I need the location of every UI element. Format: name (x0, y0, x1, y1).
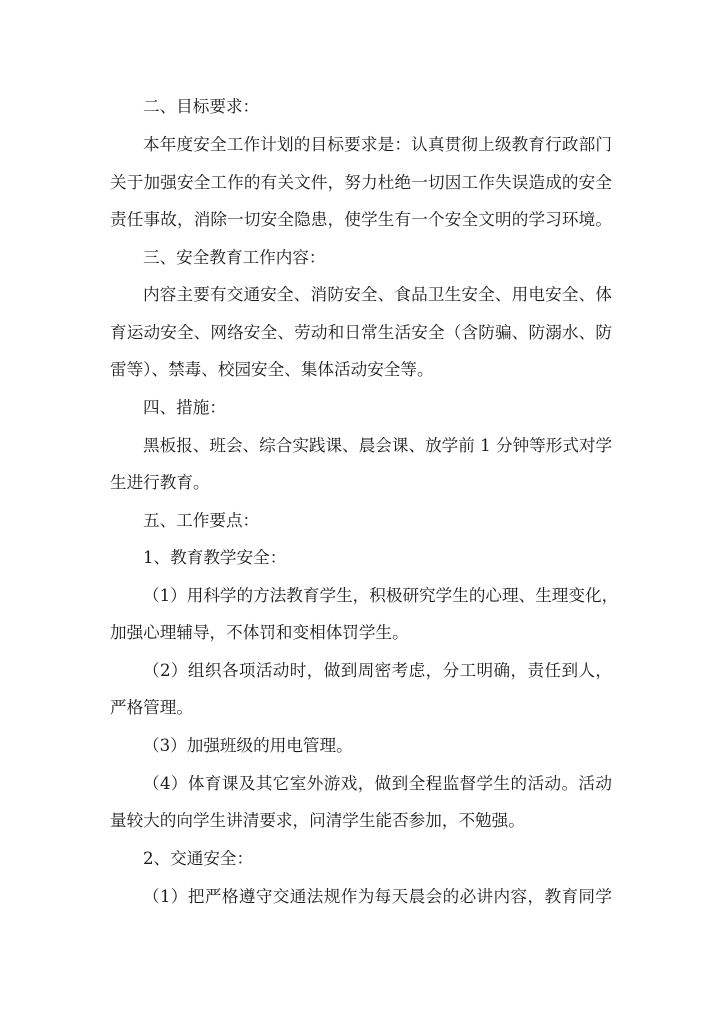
paragraph-line: 量较大的向学生讲清要求，问清学生能否参加，不勉强。 (110, 811, 525, 830)
paragraph-line: （1）把严格遵守交通法规作为每天晨会的必讲内容，教育同学 (143, 887, 612, 906)
paragraph-line: 本年度安全工作计划的目标要求是：认真贯彻上级教育行政部门 (143, 135, 612, 154)
subsection-heading: 2、交通安全： (143, 849, 254, 868)
paragraph-line: （1）用科学的方法教育学生，积极研究学生的心理、生理变化， (143, 586, 619, 605)
section-heading: 三、安全教育工作内容： (143, 248, 326, 267)
paragraph-line: 生进行教育。 (110, 473, 210, 492)
paragraph-line: （3）加强班级的用电管理。 (143, 736, 353, 755)
section-heading: 四、措施： (143, 398, 226, 417)
section-heading: 二、目标要求： (143, 97, 260, 116)
paragraph-line: 雷等）、禁毒、校园安全、集体活动安全等。 (110, 360, 434, 379)
paragraph-line: 内容主要有交通安全、消防安全、食品卫生安全、用电安全、体 (143, 285, 612, 304)
paragraph-line: 加强心理辅导，不体罚和变相体罚学生。 (110, 623, 409, 642)
paragraph-line: 育运动安全、网络安全、劳动和日常生活安全（含防骗、防溺水、防 (110, 323, 612, 342)
paragraph-line: （4）体育课及其它室外游戏，做到全程监督学生的活动。活动 (143, 774, 612, 793)
subsection-heading: 1、教育教学安全： (143, 548, 287, 567)
paragraph-line: 关于加强安全工作的有关文件，努力杜绝一切因工作失误造成的安全 (110, 173, 612, 192)
paragraph-line: 黑板报、班会、综合实践课、晨会课、放学前 1 分钟等形式对学 (143, 436, 613, 455)
paragraph-line: 严格管理。 (110, 698, 193, 717)
paragraph-line: （2）组织各项活动时，做到周密考虑，分工明确，责任到人， (143, 661, 612, 680)
section-heading: 五、工作要点： (143, 511, 260, 530)
paragraph-line: 责任事故，消除一切安全隐患，使学生有一个安全文明的学习环境。 (110, 210, 612, 229)
